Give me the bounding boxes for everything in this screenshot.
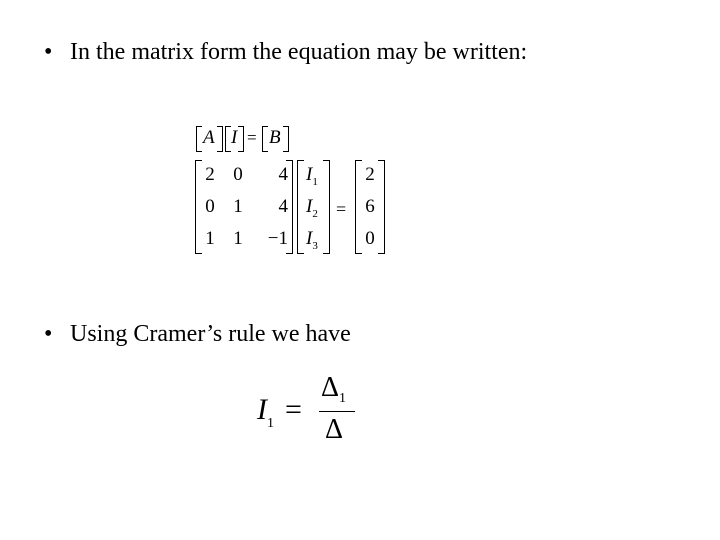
equals-sign: = — [285, 393, 302, 426]
fraction-bar — [319, 411, 355, 412]
equals-sign: = — [336, 199, 347, 219]
unknown-i2: $I_2$ — [306, 196, 318, 220]
matrix-i-symbol: I — [231, 127, 238, 148]
matrix-cell: 4 — [278, 164, 288, 185]
bracket-left — [262, 126, 268, 152]
matrix-cell: 1 — [233, 196, 243, 217]
bullet-text: Using Cramer’s rule we have — [70, 321, 351, 347]
equals-sign: = — [247, 128, 257, 147]
coefficient-matrix-bracket-right — [286, 160, 293, 254]
unknown-i3: $I_3$ — [306, 228, 318, 252]
matrix-cell: 1 — [205, 228, 215, 249]
bullet-item-matrix-form — [44, 38, 527, 66]
unknowns-vector-bracket-left — [297, 160, 304, 254]
matrix-cell: 0 — [233, 164, 243, 185]
unknowns-vector-bracket-right — [323, 160, 330, 254]
constant-cell: 0 — [365, 228, 375, 249]
matrix-cell: 1 — [233, 228, 243, 249]
constant-cell: 6 — [365, 196, 375, 217]
matrix-cell: 0 — [205, 196, 215, 217]
matrix-cell: 2 — [205, 164, 215, 185]
matrix-equation-short-form — [192, 124, 302, 156]
bullet-text: In the matrix form the equation may be written: — [70, 39, 528, 65]
matrix-a-symbol: A — [203, 127, 215, 148]
constants-vector-bracket-left — [355, 160, 362, 254]
constant-cell: 2 — [365, 164, 375, 185]
bracket-right — [238, 126, 244, 152]
bracket-right — [283, 126, 289, 152]
cramer-formula — [255, 372, 375, 452]
constants-vector-bracket-right — [378, 160, 385, 254]
bullet-item-cramers-rule — [44, 320, 351, 348]
matrix-cell: 4 — [278, 196, 288, 217]
bracket-left — [196, 126, 202, 152]
cramer-numerator: $\Delta_1$ — [321, 372, 347, 406]
bracket-right — [217, 126, 223, 152]
cramer-denominator: Δ — [325, 414, 344, 445]
matrix-equation-full — [192, 160, 392, 260]
matrix-cell: −1 — [267, 228, 288, 249]
cramer-lhs: $I_1$ — [257, 393, 274, 431]
bullet-marker: • — [44, 39, 53, 65]
coefficient-matrix-bracket-left — [195, 160, 202, 254]
bullet-marker: • — [44, 321, 53, 347]
matrix-b-symbol: B — [269, 127, 281, 148]
unknown-i1: $I_1$ — [306, 164, 318, 188]
